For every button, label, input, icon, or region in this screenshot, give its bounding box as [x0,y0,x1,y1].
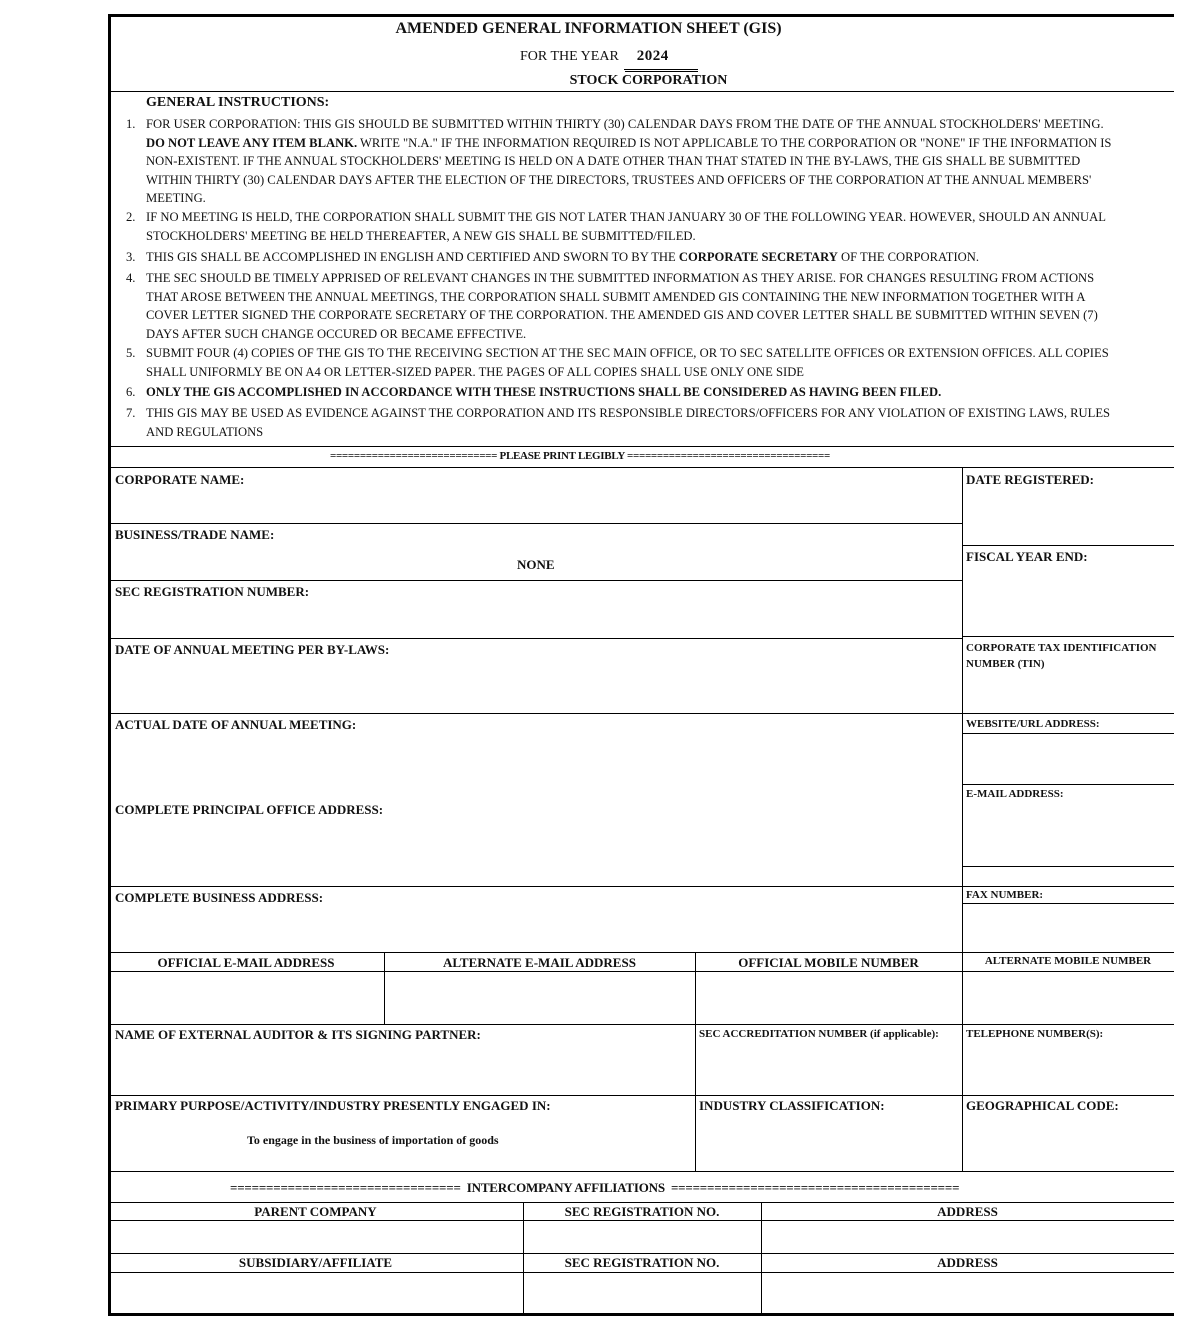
business-address-label: COMPLETE BUSINESS ADDRESS: [115,890,324,905]
print-legibly-notice: ============================ PLEASE PRINT LEGIBLY ================================== [330,450,830,462]
telephone-numbers-label: TELEPHONE NUMBER(S): [966,1028,1104,1040]
instruction-5: 5. SUBMIT FOUR (4) COPIES OF THE GIS TO THE RECEIVING SECTION AT THE SEC MAIN OFFICE, OR TO SEC SATELLITE OFFICES OR EXTENSION OFFICES. ALL COPIES SHALL UNIFORMLY BE ON A4 OR LETTER-SIZED PAPER. THE PAGES OF ALL COPIES SHALL USE ONLY ONE SIDE [126,346,1109,379]
sec-registration-number-label: SEC REGISTRATION NUMBER: [115,584,310,599]
fiscal-year-end-label: FISCAL YEAR END: [966,549,1088,564]
actual-annual-meeting-label: ACTUAL DATE OF ANNUAL MEETING: [115,717,357,732]
instruction-1: 1. FOR USER CORPORATION: THIS GIS SHOULD BE SUBMITTED WITHIN THIRTY (30) CALENDAR DAYS FROM THE DATE OF THE ANNUAL STOCKHOLDERS' MEETING. DO NOT LEAVE ANY ITEM BLANK. WRITE "N.A." IF THE INFORMATION REQUIRED IS NOT APPLICABLE TO THE CORPORATION OR "NONE" IF THE INFORMATION IS NON-EXISTENT. IF THE ANNUAL STOCKHOLDERS' MEETING IS HELD ON A DATE OTHER THAN THAT STATED IN THE BY-LAWS, THE GIS SHALL BE SUBMITTED WITHIN THIRTY (30) CALENDAR DAYS AFTER THE ELECTION OF THE DIRECTORS, TRUSTEES AND OFFICERS OF THE CORPORATION AT THE ANNUAL MEMBERS' MEETING. [126,117,1112,205]
parent-company-header: PARENT COMPANY [254,1204,377,1219]
subsidiary-affiliate-header: SUBSIDIARY/AFFILIATE [238,1255,393,1270]
instruction-2: 2. IF NO MEETING IS HELD, THE CORPORATION SHALL SUBMIT THE GIS NOT LATER THAN JANUARY 30 OF THE FOLLOWING YEAR. HOWEVER, SHOULD AN ANNUAL STOCKHOLDERS' MEETING BE HELD THEREAFTER, A NEW GIS SHALL BE SUBMITTED/FILED. [126,210,1106,243]
year-underline [624,69,698,70]
annual-meeting-bylaws-label: DATE OF ANNUAL MEETING PER BY-LAWS: [115,642,390,657]
year-value: 2024 [636,48,669,64]
official-mobile-label: OFFICIAL MOBILE NUMBER [738,955,919,970]
external-auditor-label: NAME OF EXTERNAL AUDITOR & ITS SIGNING PARTNER: [115,1027,481,1042]
alternate-email-label: ALTERNATE E-MAIL ADDRESS [443,955,636,970]
subsidiary-sec-registration-header: SEC REGISTRATION NO. [564,1255,720,1270]
affiliations-title: ================================ INTERCOMPANY AFFILIATIONS ======================================== [230,1180,960,1195]
corporation-type: STOCK CORPORATION [569,73,728,88]
official-email-label: OFFICIAL E-MAIL ADDRESS [157,955,335,970]
subsidiary-address-header: ADDRESS [937,1255,998,1270]
website-label: WEBSITE/URL ADDRESS: [966,718,1100,730]
industry-classification-label: INDUSTRY CLASSIFICATION: [699,1098,885,1113]
principal-office-address-label: COMPLETE PRINCIPAL OFFICE ADDRESS: [115,802,384,817]
year-label: FOR THE YEAR 2024 [520,48,669,64]
instruction-6: 6. ONLY THE GIS ACCOMPLISHED IN ACCORDANCE WITH THESE INSTRUCTIONS SHALL BE CONSIDERED AS HAVING BEEN FILED. [126,385,942,399]
parent-address-header: ADDRESS [937,1204,998,1219]
corporate-tin-label: CORPORATE TAX IDENTIFICATION NUMBER (TIN) [966,642,1157,670]
sec-accreditation-label: SEC ACCREDITATION NUMBER (if applicable): [699,1028,939,1040]
primary-purpose-label: PRIMARY PURPOSE/ACTIVITY/INDUSTRY PRESENTLY ENGAGED IN: [115,1098,551,1113]
instruction-3: 3. THIS GIS SHALL BE ACCOMPLISHED IN ENGLISH AND CERTIFIED AND SWORN TO BY THE CORPORATE SECRETARY OF THE CORPORATION. [126,250,979,264]
fax-number-label: FAX NUMBER: [966,889,1044,901]
instruction-7: 7. THIS GIS MAY BE USED AS EVIDENCE AGAINST THE CORPORATION AND ITS RESPONSIBLE DIRECTORS/OFFICERS FOR ANY VIOLATION OF EXISTING LAWS, RULES AND REGULATIONS [126,406,1111,439]
geographical-code-label: GEOGRAPHICAL CODE: [966,1098,1119,1113]
parent-sec-registration-header: SEC REGISTRATION NO. [564,1204,720,1219]
form-title: AMENDED GENERAL INFORMATION SHEET (GIS) [395,20,782,37]
instructions-title: GENERAL INSTRUCTIONS: [146,95,330,110]
email-address-label: E-MAIL ADDRESS: [966,788,1064,800]
business-trade-name-value: NONE [517,557,555,572]
business-trade-name-label: BUSINESS/TRADE NAME: [115,527,275,542]
instruction-4: 4. THE SEC SHOULD BE TIMELY APPRISED OF RELEVANT CHANGES IN THE SUBMITTED INFORMATION AS THEY ARISE. FOR CHANGES RESULTING FROM ACTIONS THAT AROSE BETWEEN THE ANNUAL MEETINGS, THE CORPORATION SHALL SUBMIT AMENDED GIS CONTAINING THE NEW INFORMATION TOGETHER WITH A COVER LETTER SIGNED THE CORPORATE SECRETARY OF THE CORPORATION. THE AMENDED GIS AND COVER LETTER SHALL BE SUBMITTED WITHIN SEVEN (7) DAYS AFTER SUCH CHANGE OCCURED OR BECAME EFFECTIVE. [126,271,1098,341]
date-registered-label: DATE REGISTERED: [966,472,1094,487]
primary-purpose-value: To engage in the business of importation of goods [247,1133,499,1147]
corporate-name-label: CORPORATE NAME: [115,472,245,487]
alternate-mobile-label: ALTERNATE MOBILE NUMBER [984,955,1152,967]
